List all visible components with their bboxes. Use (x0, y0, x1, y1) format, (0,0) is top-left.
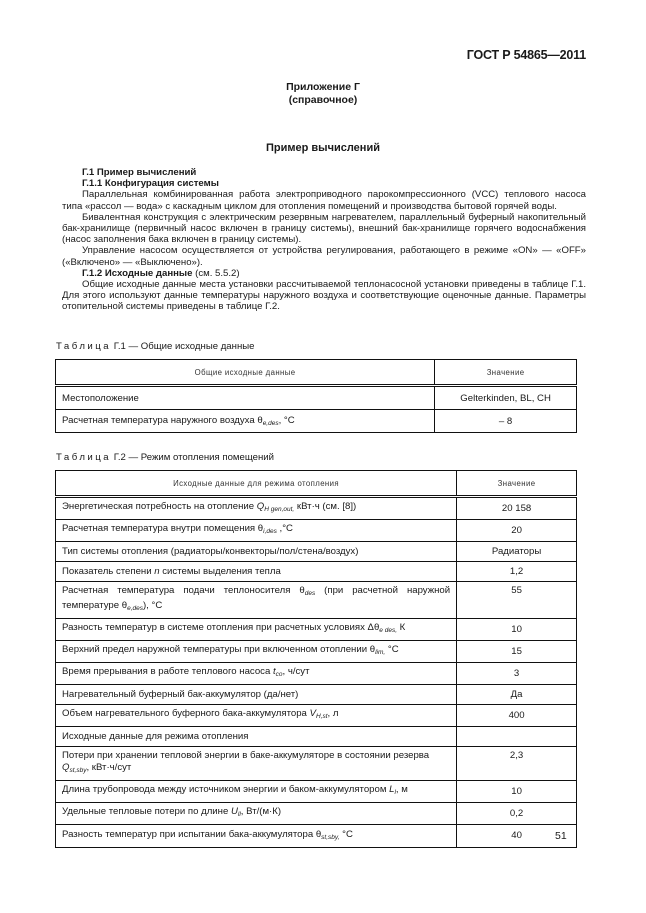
table-g1 (55, 359, 577, 433)
table-row (56, 619, 577, 641)
table-row (56, 497, 577, 520)
page-title: Пример вычислений (266, 142, 380, 154)
table-row (56, 781, 577, 803)
table-row (56, 562, 577, 582)
table1-caption-text: Г.1 — Общие исходные данные (111, 341, 255, 352)
section-heading-g11: Г.1.1 Конфигурация системы (82, 178, 219, 190)
row-value: 400 (457, 705, 577, 727)
column-header: Значение (435, 360, 577, 386)
column-header: Значение (457, 471, 577, 497)
table-row (56, 825, 577, 848)
row-value: 40 (457, 825, 577, 848)
row-value: 55 (457, 582, 577, 619)
label-text: Расчетная температура наружного воздуха θ (62, 415, 263, 426)
table-row (56, 663, 577, 685)
row-label: Разность температур в системе отопления при расчетных условиях $\Delta\theta_{e des,}$ К (56, 619, 457, 641)
row-value: 10 (457, 781, 577, 803)
table-row (56, 386, 577, 410)
paragraph: Бивалентная конструкция с электрическим резервным нагревателем, параллельный буферный накопительный бак-хранилище (первичный насос включен в границу системы), внешний бак-хранилище горячего водоснабжения (насос заполнения бака включен в границу системы). (62, 211, 586, 246)
row-label: Объем нагревательного буферного бака-аккумулятора $V_{H,st}$, л (56, 705, 457, 727)
table2-caption (56, 452, 274, 463)
table-row (56, 803, 577, 825)
section-heading-g12-title: Г.1.2 Исходные данные (82, 267, 193, 279)
paragraph: Общие исходные данные места установки рассчитываемой теплонасосной установки приведены в таблице Г.1. Для этого используют данные температуры наружного воздуха и соответствующие оценочные данные. Параметры отопительной системы приведены в таблице Г.2. (62, 279, 586, 313)
table-row (56, 747, 577, 781)
row-value: 2,3 (457, 747, 577, 781)
section-heading-g12 (62, 268, 586, 279)
column-header: Общие исходные данные (56, 360, 435, 386)
table2-caption-text: Г.2 — Режим отопления помещений (111, 452, 274, 463)
row-label: Потери при хранении тепловой энергии в баке-аккумуляторе в состоянии резерва $Q_{st,sby}$, кВт·ч/сут (56, 747, 457, 781)
row-label: Верхний предел наружной температуры при включенном отоплении $\theta_{lim,}$ °С (56, 641, 457, 663)
row-value: 20 (457, 520, 577, 542)
row-value: Да (457, 685, 577, 705)
row-value: 0,2 (457, 803, 577, 825)
annex-title: Приложение Г (286, 81, 360, 93)
row-label: Тип системы отопления (радиаторы/конвекторы/пол/стена/воздух) (56, 542, 457, 562)
table2-caption-prefix: Таблица (56, 452, 112, 463)
row-label: Энергетическая потребность на отопление $Q_{H gen,out,}$ кВт·ч (см. [8]) (56, 497, 457, 520)
paragraph: Параллельная комбинированная работа электроприводного парокомпрессионного (VCC) теплового насоса типа «рассол — вода» с каскадным циклом для отопления помещений и производства бытовой горячей воды. (62, 189, 586, 212)
table-header-row (56, 471, 577, 497)
row-value: Радиаторы (457, 542, 577, 562)
row-label: Длина трубопровода между источником энергии и баком-аккумулятором $L_l$, м (56, 781, 457, 803)
row-value: 10 (457, 619, 577, 641)
body-text (62, 167, 586, 313)
row-label: Время прерывания в работе теплового насоса $t_{co}$, ч/сут (56, 663, 457, 685)
row-value (457, 727, 577, 747)
row-label: Разность температур при испытании бака-аккумулятора $\theta_{st,sby,}$ °С (56, 825, 457, 848)
row-value: 15 (457, 641, 577, 663)
table-row (56, 705, 577, 727)
row-value: – 8 (435, 410, 577, 433)
section-reference: (см. 5.5.2) (192, 267, 240, 279)
table-row (56, 727, 577, 747)
page-number: 51 (555, 830, 567, 842)
row-label: Удельные тепловые потери по длине $U_{ll}$, Вт/(м·К) (56, 803, 457, 825)
table-header-row (56, 360, 577, 386)
label-subscript: e,des (262, 420, 279, 427)
row-label: Местоположение (56, 386, 435, 410)
table-row (56, 520, 577, 542)
row-label: Нагревательный буферный бак-аккумулятор (да/нет) (56, 685, 457, 705)
document-code: ГОСТ Р 54865—2011 (466, 48, 586, 62)
row-label: Расчетная температура подачи теплоносителя $\theta_{des}$ (при расчетной наружной температуре $\theta_{e,des}$), °С (56, 582, 457, 619)
row-value: Gelterkinden, BL, CH (435, 386, 577, 410)
paragraph: Управление насосом осуществляется от устройства регулирования, работающего в режиме «ON» — «OFF» («Включено» — «Выключено»). (62, 245, 586, 268)
table-row (56, 542, 577, 562)
table-row (56, 685, 577, 705)
annex-subtitle: (справочное) (288, 94, 358, 106)
table-row (56, 410, 577, 433)
row-value: 20 158 (457, 497, 577, 520)
table1-caption (56, 341, 254, 352)
table1-caption-prefix: Таблица (56, 341, 112, 352)
row-value: 3 (457, 663, 577, 685)
table-row (56, 641, 577, 663)
table-row (56, 582, 577, 619)
table-g2 (55, 470, 577, 848)
row-label (56, 410, 435, 433)
row-label: Исходные данные для режима отопления (56, 727, 457, 747)
row-value: 1,2 (457, 562, 577, 582)
column-header: Исходные данные для режима отопления (56, 471, 457, 497)
label-unit: , °С (278, 415, 295, 426)
section-heading-g1: Г.1 Пример вычислений (82, 167, 197, 178)
row-label: Показатель степени n системы выделения тепла (56, 562, 457, 582)
row-label: Расчетная температура внутри помещения $\theta_{i,des}$ ,°С (56, 520, 457, 542)
